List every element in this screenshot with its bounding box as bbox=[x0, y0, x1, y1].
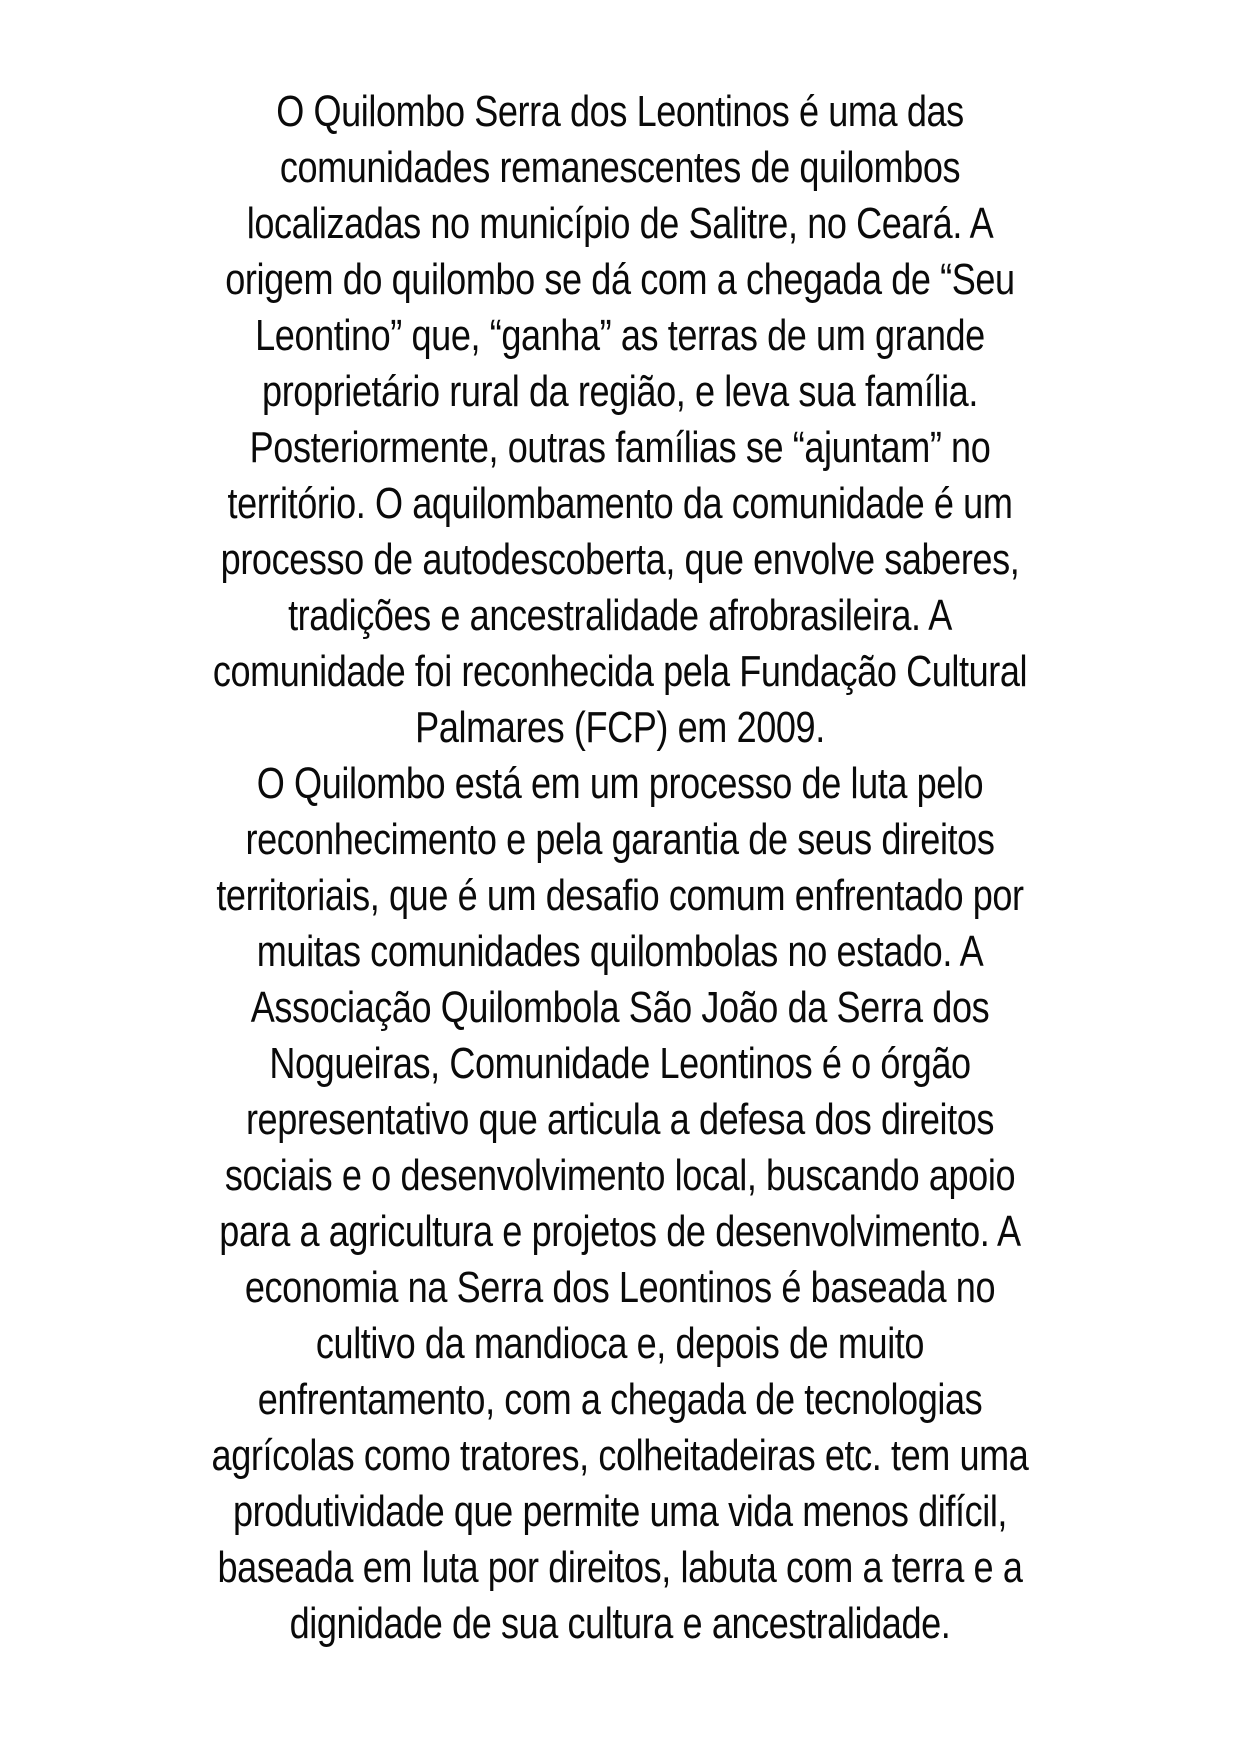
text-line: cultivo da mandioca e, depois de muito bbox=[315, 1319, 925, 1368]
text-line: processo de autodescoberta, que envolve saberes, bbox=[220, 535, 1020, 584]
text-line: reconhecimento e pela garantia de seus direitos bbox=[245, 815, 995, 864]
text-line: Posteriormente, outras famílias se “ajuntam” no bbox=[249, 423, 991, 472]
text-line: para a agricultura e projetos de desenvolvimento. A bbox=[219, 1207, 1021, 1256]
text-line: territoriais, que é um desafio comum enfrentado por bbox=[216, 871, 1024, 920]
text-line: produtividade que permite uma vida menos difícil, bbox=[232, 1487, 1008, 1536]
text-line: Nogueiras, Comunidade Leontinos é o órgão bbox=[269, 1039, 971, 1088]
paragraph-text bbox=[112, 84, 1129, 1652]
text-line: localizadas no município de Salitre, no Ceará. A bbox=[246, 199, 994, 248]
text-line: tradições e ancestralidade afrobrasileira. A bbox=[288, 591, 952, 640]
text-line: comunidades remanescentes de quilombos bbox=[279, 143, 961, 192]
text-line: Associação Quilombola São João da Serra dos bbox=[250, 983, 990, 1032]
text-line: agrícolas como tratores, colheitadeiras etc. tem uma bbox=[211, 1431, 1029, 1480]
text-line: O Quilombo Serra dos Leontinos é uma das bbox=[276, 87, 964, 136]
text-line: O Quilombo está em um processo de luta pelo bbox=[256, 759, 984, 808]
text-line: economia na Serra dos Leontinos é baseada no bbox=[244, 1263, 996, 1312]
text-line: Palmares (FCP) em 2009. bbox=[415, 703, 825, 752]
text-line: muitas comunidades quilombolas no estado. A bbox=[256, 927, 984, 976]
text-line: Leontino” que, “ganha” as terras de um grande bbox=[255, 311, 985, 360]
text-line: sociais e o desenvolvimento local, buscando apoio bbox=[224, 1151, 1016, 1200]
text-line: origem do quilombo se dá com a chegada de “Seu bbox=[225, 255, 1015, 304]
text-line: dignidade de sua cultura e ancestralidade. bbox=[289, 1599, 951, 1648]
text-line: enfrentamento, com a chegada de tecnologias bbox=[257, 1375, 983, 1424]
text-line: representativo que articula a defesa dos direitos bbox=[245, 1095, 995, 1144]
text-line: território. O aquilombamento da comunidade é um bbox=[227, 479, 1013, 528]
text-line: comunidade foi reconhecida pela Fundação Cultural bbox=[212, 647, 1028, 696]
text-line: baseada em luta por direitos, labuta com a terra e a bbox=[217, 1543, 1023, 1592]
text-line: proprietário rural da região, e leva sua família. bbox=[262, 367, 978, 416]
